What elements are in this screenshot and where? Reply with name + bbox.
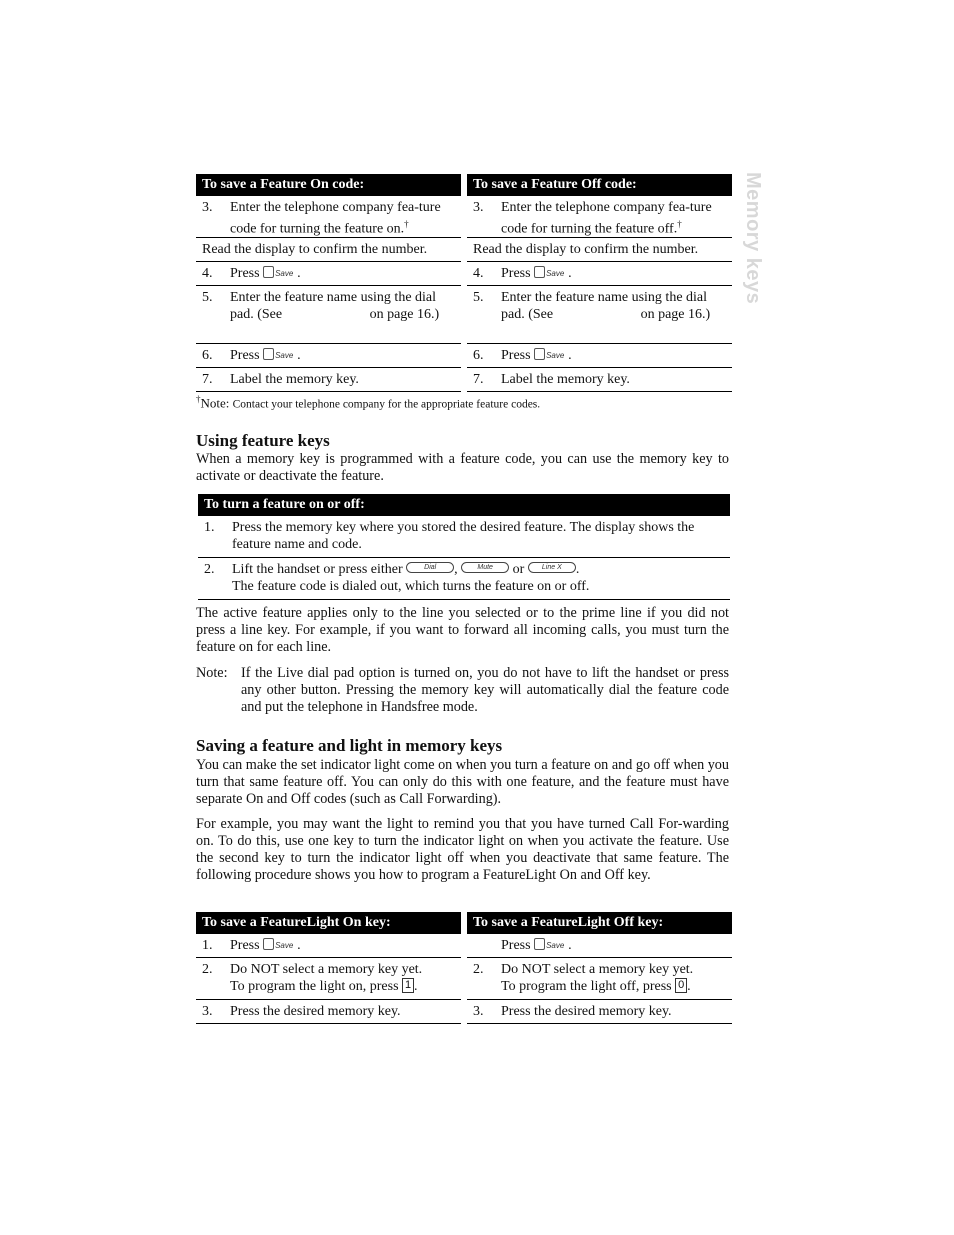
save-key-icon: Save	[534, 348, 568, 360]
digit-1-key-icon: 1	[402, 978, 414, 993]
table-header: To turn a feature on or off:	[198, 494, 730, 516]
table-row: 3. Enter the telephone company fea-ture code for turning the feature on.†	[196, 196, 461, 238]
dial-key-icon: Dial	[406, 562, 454, 573]
table-row: 4. Press Save .	[467, 262, 732, 286]
feature-off-table	[467, 174, 732, 392]
toggle-feature-table	[198, 494, 730, 600]
table-row: Press Save .	[467, 934, 732, 958]
table-row: 5. Enter the feature name using the dial pad. (See on page 16.)	[467, 286, 732, 344]
table-row: 1. Press the memory key where you stored the desired feature. The display shows the feature name and code.	[198, 516, 730, 558]
table-row: 2. Do NOT select a memory key yet. To program the light on, press 1 .	[196, 958, 461, 1000]
save-key-icon: Save	[534, 938, 568, 950]
table-row: 7. Label the memory key.	[467, 368, 732, 392]
paragraph: You can make the set indicator light come on when you turn a feature on and go off when you turn that same feature off. You can only do this with one feature, and the feature must have separate On and Off codes (such as Call Forwarding).	[196, 757, 729, 807]
table-row: 7. Label the memory key.	[196, 368, 461, 392]
table-header: To save a FeatureLight Off key:	[467, 912, 732, 934]
save-key-icon: Save	[534, 266, 568, 278]
paragraph: When a memory key is programmed with a feature code, you can use the memory key to activate or deactivate the feature.	[196, 451, 729, 484]
mute-key-icon: Mute	[461, 562, 509, 573]
save-key-icon: Save	[263, 348, 297, 360]
footnote: †Note: Contact your telephone company for the appropriate feature codes.	[196, 394, 541, 411]
table-row: 6. Press Save .	[467, 344, 732, 368]
section-side-tab: Memory keys	[742, 172, 764, 305]
section-heading: Saving a feature and light in memory keys	[196, 736, 503, 755]
table-header: To save a Feature Off code:	[467, 174, 732, 196]
line-key-icon: Line X	[528, 562, 576, 573]
save-key-icon: Save	[263, 266, 297, 278]
feature-on-table	[196, 174, 461, 392]
table-row: 3. Enter the telephone company fea-ture code for turning the feature off.†	[467, 196, 732, 238]
table-row: 6. Press Save .	[196, 344, 461, 368]
table-row: 4. Press Save .	[196, 262, 461, 286]
table-row: Read the display to confirm the number.	[196, 238, 461, 262]
digit-0-key-icon: 0	[675, 978, 687, 993]
featurelight-off-table	[467, 912, 732, 1024]
table-row: Read the display to confirm the number.	[467, 238, 732, 262]
table-header: To save a Feature On code:	[196, 174, 461, 196]
table-row: 2. Lift the handset or press either Dial , Mute or Line X . The feature code is dialed out, which turns the feature on or off.	[198, 558, 730, 600]
paragraph: For example, you may want the light to remind you that you have turned Call For-warding on. To do this, use one key to turn the indicator light on when you activate the feature. Use the second key to turn the indicator light off when you deactivate that same feature. The following procedure shows you how to program a FeatureLight On and Off key.	[196, 816, 729, 883]
table-row: 1. Press Save .	[196, 934, 461, 958]
table-row: 2. Do NOT select a memory key yet. To program the light off, press 0 .	[467, 958, 732, 1000]
table-row: 3. Press the desired memory key.	[467, 1000, 732, 1024]
save-key-icon: Save	[263, 938, 297, 950]
table-row: 3. Press the desired memory key.	[196, 1000, 461, 1024]
section-heading: Using feature keys	[196, 431, 330, 450]
paragraph: The active feature applies only to the line you selected or to the prime line if you did not press a line key. For example, if you want to forward all incoming calls, you must turn the feature on for each line.	[196, 605, 729, 655]
table-header: To save a FeatureLight On key:	[196, 912, 461, 934]
note: Note: If the Live dial pad option is turned on, you do not have to lift the handset or press any other button. Pressing the memory key will automatically dial the feature code and put the telephone in Handsfree mode.	[196, 665, 729, 715]
featurelight-on-table	[196, 912, 461, 1024]
table-row: 5. Enter the feature name using the dial pad. (See on page 16.)	[196, 286, 461, 344]
